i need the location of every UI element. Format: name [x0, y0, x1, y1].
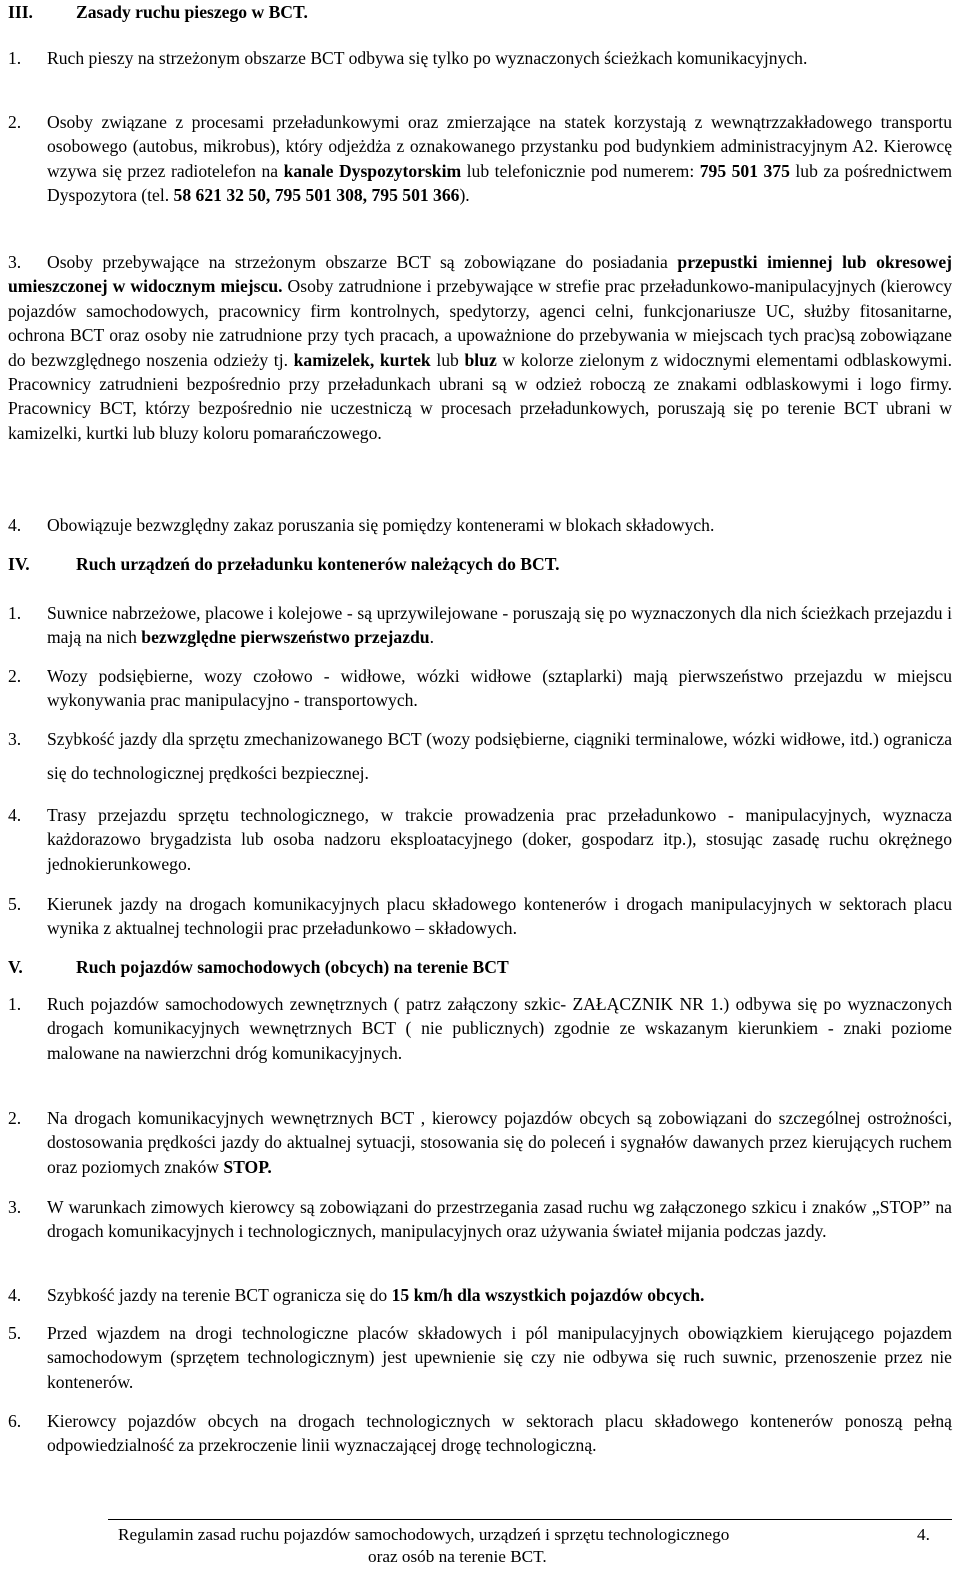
- list-item: [8, 992, 952, 1065]
- item-text-bold: kamizelek, kurtek: [293, 349, 431, 370]
- item-text: Ruch pieszy na strzeżonym obszarze BCT odbywa się tylko po wyznaczonych ścieżkach komunikacyjnych.: [47, 48, 808, 68]
- item-text-bold: przepustki imiennej lub okresowej umieszczonej w widocznym miejscu.: [8, 252, 952, 297]
- list-item: [8, 1321, 952, 1394]
- item-text: lub: [430, 349, 465, 370]
- item-number: 3.: [8, 252, 22, 272]
- item-number: 1.: [8, 994, 22, 1014]
- section-title: Ruch pojazdów samochodowych (obcych) na terenie BCT: [76, 957, 509, 977]
- footer-title-line2: oraz osób na terenie BCT.: [368, 1547, 547, 1566]
- item-text: Osoby związane z procesami przeładunkowymi oraz zmierzające na statek korzystają z wewnątrzzakładowego transportu osobowego (autobus, mikrobus), który odjeżdża z oznakowanego przystanku pod budynkiem administracyjnym A2. Kierowcę wzywa się przez radiotelefon na: [47, 112, 952, 181]
- item-text: Trasy przejazdu sprzętu technologicznego, w trakcie prowadzenia prac przeładunkowo - manipulacyjnych, wyznacza każdorazowo brygadzista lub osoba nadzoru eksploatacyjnego (doker, gospodarz itp.), stosując zasadę ruchu okrężnego jednokierunkowego.: [47, 805, 952, 874]
- section-number: IV.: [8, 554, 30, 574]
- list-item: [8, 722, 952, 790]
- item-number: 5.: [8, 894, 22, 914]
- item-text-bold: 58 621 32 50, 795 501 308, 795 501 366: [173, 185, 460, 206]
- item-number: 3.: [8, 729, 22, 749]
- section-number: III.: [8, 2, 33, 22]
- item-text: w kolorze zielonym z widocznymi elementami odblaskowymi. Pracownicy zatrudnieni bezpośrednio przy przeładunkach ubrani są w odzież roboczą ze znakami odblaskowymi i logo firmy. Pracownicy BCT, którzy bezpośrednio nie uczestniczą w procesach przeładunkowych, poruszają się po terenie BCT ubrani w kamizelki, kurtki lub bluzy koloru pomarańczowego.: [8, 349, 952, 443]
- item-text: Szybkość jazdy na terenie BCT ogranicza się do: [47, 1285, 392, 1305]
- item-text-bold: 795 501 375: [699, 160, 790, 181]
- item-text-bold: bluz: [464, 349, 497, 370]
- item-text: ).: [459, 185, 470, 206]
- item-number: 4.: [8, 1285, 22, 1305]
- list-item: [8, 892, 952, 941]
- item-text: Wozy podsiębierne, wozy czołowo - widłowe, wózki widłowe (sztaplarki) mają pierwszeństwo przejazdu w miejscu wykonywania prac manipulacyjno - transportowych.: [47, 666, 952, 711]
- footer-divider: [108, 1519, 952, 1520]
- list-item: [8, 601, 952, 650]
- item-number: 2.: [8, 112, 22, 132]
- item-text: Osoby zatrudnione i przebywające w strefie prac przeładunkowo-manipulacyjnych (kierowcy pojazdów samochodowych, pracownicy firm kontrolnych, spedytorzy, agenci celni, funkcjonariusze UC, służby fitosanitarne, ochrona BCT oraz osoby nie zatrudnione przy tych pracach, a upoważnione do przebywania w miejscach tych prac)są zobowiązane do bezwzględnego noszenia odzieży tj.: [8, 276, 952, 370]
- item-number: 5.: [8, 1323, 22, 1343]
- list-item: [8, 250, 952, 445]
- item-number: 3.: [8, 1197, 22, 1217]
- section-title: Ruch urządzeń do przeładunku kontenerów należących do BCT.: [76, 554, 560, 574]
- item-text-bold: bezwzględne pierwszeństwo przejazdu: [141, 627, 430, 648]
- list-item: [8, 513, 952, 537]
- item-text: Ruch pojazdów samochodowych zewnętrznych ( patrz załączony szkic- ZAŁĄCZNIK NR 1.) odbywa się po wyznaczonych drogach komunikacyjnych wewnętrznych BCT ( nie publicznych) zgodnie ze wskazanym kierunkiem - znaki poziome malowane na nawierzchni dróg komunikacyjnych.: [47, 994, 952, 1063]
- section-title: Zasady ruchu pieszego w BCT.: [76, 2, 308, 22]
- list-item: [8, 46, 952, 70]
- list-item: [8, 803, 952, 876]
- page-number: 4.: [917, 1525, 930, 1544]
- item-text: Kierowcy pojazdów obcych na drogach technologicznych w sektorach placu składowego kontenerów ponoszą pełną odpowiedzialność za przekroczenie linii wyznaczającej drogę technologiczną.: [47, 1411, 952, 1456]
- item-number: 2.: [8, 666, 22, 686]
- item-text: W warunkach zimowych kierowcy są zobowiązani do przestrzegania zasad ruchu wg załączonego szkicu i znaków „STOP” na drogach komunikacyjnych i technologicznych, manipulacyjnych oraz używania świateł mijania podczas jazdy.: [47, 1197, 952, 1242]
- item-text-bold: 15 km/h dla wszystkich pojazdów obcych.: [391, 1285, 705, 1305]
- item-text: Obowiązuje bezwzględny zakaz poruszania się pomiędzy kontenerami w blokach składowych.: [47, 515, 715, 535]
- item-text: Osoby przebywające na strzeżonym obszarze BCT są zobowiązane do posiadania: [47, 252, 678, 272]
- item-text: Przed wjazdem na drogi technologiczne placów składowych i pól manipulacyjnych obowiązkiem kierującego pojazdem samochodowym (sprzętem technologicznym) jest upewnienie się czy nie odbywa się ruch suwnic, przenoszenie przez nie kontenerów.: [47, 1323, 952, 1392]
- item-text: .: [429, 627, 434, 648]
- item-text: Na drogach komunikacyjnych wewnętrznych BCT , kierowcy pojazdów obcych są zobowiązani do szczególnej ostrożności, dostosowania prędkości jazdy do aktualnej sytuacji, stosowania się do poleceń i sygnałów dawanych przez kierujących ruchem oraz poziomych znaków: [47, 1108, 952, 1177]
- item-number: 1.: [8, 48, 22, 68]
- footer-title-line1: Regulamin zasad ruchu pojazdów samochodowych, urządzeń i sprzętu technologicznego: [118, 1525, 730, 1544]
- item-number: 6.: [8, 1411, 22, 1431]
- list-item: [8, 1409, 952, 1458]
- item-text-bold: kanale Dyspozytorskim: [283, 160, 462, 181]
- item-text-bold: STOP.: [223, 1156, 272, 1177]
- item-text: lub za pośrednictwem Dyspozytora (tel.: [47, 160, 953, 206]
- item-number: 1.: [8, 603, 22, 623]
- item-text: Kierunek jazdy na drogach komunikacyjnych placu składowego kontenerów i drogach manipulacyjnych w sektorach placu wynika z aktualnej technologii prac przeładunkowo – składowych.: [47, 894, 952, 939]
- list-item: [8, 1283, 952, 1307]
- item-number: 4.: [8, 805, 22, 825]
- list-item: [8, 1106, 952, 1179]
- item-number: 4.: [8, 515, 22, 535]
- item-text: Suwnice nabrzeżowe, placowe i kolejowe - są uprzywilejowane - poruszają się po wyznaczonych dla nich ścieżkach przejazdu i mają na nich: [47, 603, 952, 648]
- list-item: [8, 1195, 952, 1244]
- list-item: [8, 110, 952, 208]
- item-text: Szybkość jazdy dla sprzętu zmechanizowanego BCT (wozy podsiębierne, ciągniki terminalowe, wózki widłowe, itd.) ogranicza się do technologicznej prędkości bezpiecznej.: [47, 729, 952, 783]
- list-item: [8, 664, 952, 713]
- item-text: lub telefonicznie pod numerem:: [461, 160, 700, 181]
- item-number: 2.: [8, 1108, 22, 1128]
- section-number: V.: [8, 957, 23, 977]
